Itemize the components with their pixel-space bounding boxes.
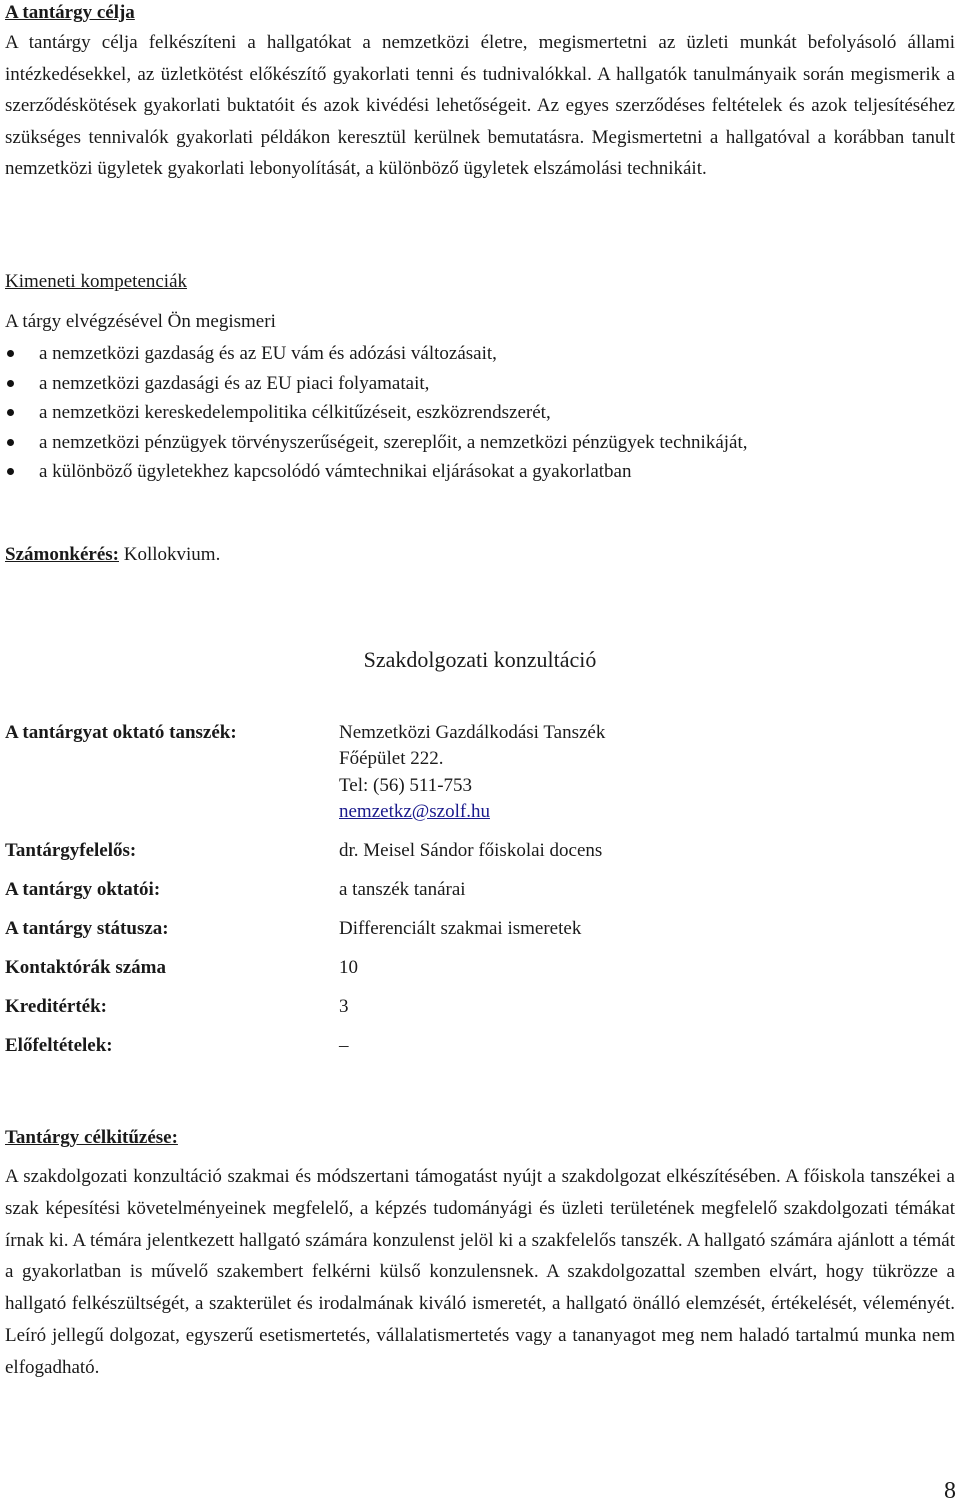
list-item: a nemzetközi gazdaság és az EU vám és adózási változásait,: [5, 339, 955, 369]
statusz-value: Differenciált szakmai ismeretek: [339, 918, 582, 939]
statusz-label: A tantárgy státusza:: [5, 918, 169, 939]
szamonkeres-label: Számonkérés:: [5, 544, 119, 565]
paragraph-celkituzes: A szakdolgozati konzultáció szakmai és módszertani támogatást nyújt a szakdolgozat elkészítésében. A főiskola tanszékei a szak képesítési követelményeinek megfelelő, a képzés tudományági és üzleti területének megfelelő szakdolgozati témákat írnak ki. A témára jelentkezett hallgató számára konzulenst jelöl ki a szakfelelős tanszék. A hallgató számára ajánlott a témát a gyakorlatban is művelő szakembert felkérni külső konzulensnek. A szakdolgozattal szemben elvárt, hogy tükrözze a hallgató felkészültségét, a szakterület és irodalmának kiváló ismeretét, a hallgató önálló elemzését, értékelését, véleményét. Leíró jellegű dolgozat, egyszerű esetismertetés, vállalatismertetés vagy a tananyagot meg nem haladó tartalmú munka nem elfogadható.: [5, 1166, 955, 1378]
szamonkeres-line: [5, 542, 220, 568]
bullet-icon: [7, 380, 14, 387]
row-tanszek: [5, 720, 606, 746]
list-item: a nemzetközi pénzügyek törvényszerűségeit, szereplőit, a nemzetközi pénzügyek technikáját,: [5, 428, 955, 458]
bullet-icon: [7, 409, 14, 416]
kontakt-value: 10: [339, 957, 358, 978]
building-text: Főépület 222.: [339, 748, 444, 769]
course-title: Szakdolgozati konzultáció: [363, 647, 597, 672]
kompetenciak-intro: A tárgy elvégzésével Ön megismeri: [5, 311, 276, 332]
bullet-icon: [7, 468, 14, 475]
paragraph-tantargy-celja: A tantárgy célja felkészíteni a hallgatókat a nemzetközi életre, megismertetni az üzleti munkát befolyásoló állami intézkedésekkel, az üzletkötést előkészítő gyakorlati tenni és tudnivalókkal. A hallgatók tanulmányaik során megismerik a szerződéskötések gyakorlati buktatóit és azok kivédési lehetőségeit. Az egyes szerződéses feltételek és azok teljesítéséhez szükséges tennivalók gyakorlati példákon keresztül kerülnek bemutatásra. Megismertetni a hallgatóval a korábban tanult nemzetközi ügyletek gyakorlati lebonyolítását, a különböző ügyletek elszámolási technikáit.: [5, 32, 955, 179]
tanszek-value: Nemzetközi Gazdálkodási Tanszék: [339, 722, 606, 743]
elofeltetel-value: –: [339, 1035, 349, 1056]
szamonkeres-value: Kollokvium.: [123, 544, 221, 565]
list-item: a különböző ügyletekhez kapcsolódó vámtechnikai eljárásokat a gyakorlatban: [5, 457, 955, 487]
section-title-kompetenciak: Kimeneti kompetenciák: [5, 271, 188, 292]
tanszek-label: A tantárgyat oktató tanszék:: [5, 722, 237, 743]
felelos-value: dr. Meisel Sándor főiskolai docens: [339, 840, 603, 861]
email-link[interactable]: nemzetkz@szolf.hu: [339, 801, 490, 822]
kontakt-label: Kontaktórák száma: [5, 957, 166, 978]
page-number: 8: [944, 1478, 956, 1504]
felelos-label: Tantárgyfelelős:: [5, 840, 137, 861]
section-title-celkituzes: Tantárgy célkitűzése:: [5, 1127, 178, 1148]
list-item: a nemzetközi kereskedelempolitika célkitűzéseit, eszközrendszerét,: [5, 398, 955, 428]
bullet-icon: [7, 350, 14, 357]
row-felelos: [5, 838, 603, 864]
phone-text: Tel: (56) 511-753: [339, 774, 473, 796]
row-statusz: [5, 916, 582, 942]
row-elofeltetel: [5, 1033, 349, 1059]
section-body-tantargy-celja: [5, 27, 955, 185]
tanszek-address: [339, 746, 490, 826]
row-kontakt: [5, 955, 358, 981]
elofeltetel-label: Előfeltételek:: [5, 1035, 113, 1056]
section-body-celkituzes: [5, 1161, 955, 1384]
oktatoi-value: a tanszék tanárai: [339, 879, 466, 900]
kompetenciak-list: [5, 339, 955, 487]
list-item: a nemzetközi gazdasági és az EU piaci folyamatait,: [5, 369, 955, 399]
kredit-label: Kreditérték:: [5, 996, 107, 1017]
oktatoi-label: A tantárgy oktatói:: [5, 879, 161, 900]
section-title-tantargy-celja: A tantárgy célja: [5, 2, 135, 23]
row-oktatoi: [5, 877, 466, 903]
kredit-value: 3: [339, 996, 349, 1017]
row-kredit: [5, 994, 349, 1020]
bullet-icon: [7, 439, 14, 446]
